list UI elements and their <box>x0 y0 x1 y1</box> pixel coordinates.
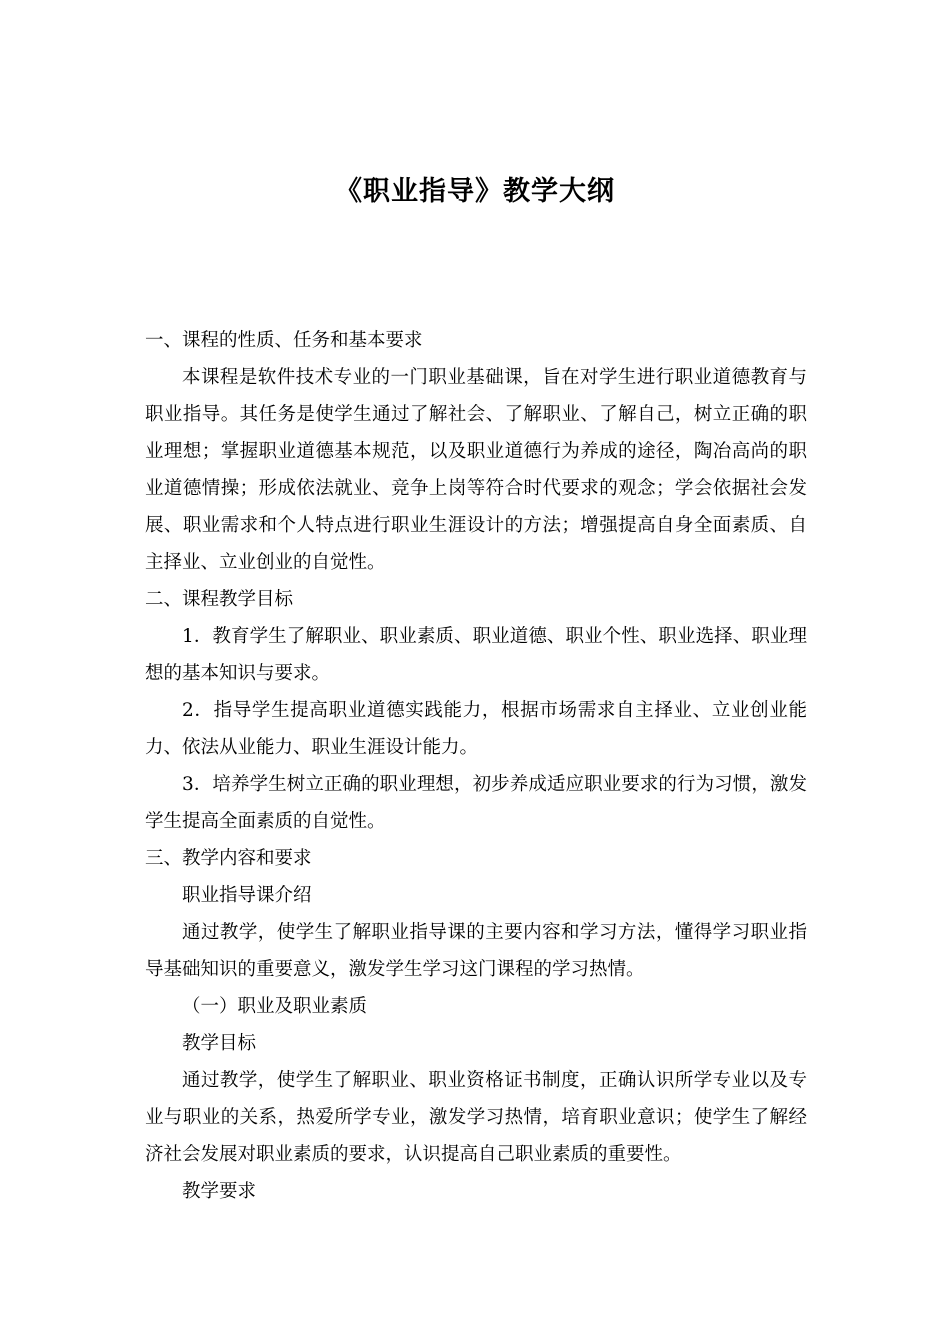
unit-1-heading: （一）职业及职业素质 <box>182 996 368 1017</box>
section-heading-3: 三、教学内容和要求 <box>145 848 312 869</box>
goal-item-1: 1．教育学生了解职业、职业素质、职业道德、职业个性、职业选择、职业理想的基本知识与要求。 <box>145 626 807 684</box>
intro-heading: 职业指导课介绍 <box>182 885 312 906</box>
document-body <box>145 322 807 1210</box>
section-heading-1: 一、课程的性质、任务和基本要求 <box>145 330 423 351</box>
unit-1-goal-heading: 教学目标 <box>182 1033 257 1054</box>
intro-paragraph: 通过教学，使学生了解职业指导课的主要内容和学习方法，懂得学习职业指导基础知识的重要意义，激发学生学习这门课程的学习热情。 <box>145 922 807 980</box>
section-1-paragraph: 本课程是软件技术专业的一门职业基础课，旨在对学生进行职业道德教育与职业指导。其任务是使学生通过了解社会、了解职业、了解自己，树立正确的职业理想；掌握职业道德基本规范，以及职业道德行为养成的途径，陶冶高尚的职业道德情操；形成依法就业、竞争上岗等符合时代要求的观念；学会依据社会发展、职业需求和个人特点进行职业生涯设计的方法；增强提高自身全面素质、自主择业、立业创业的自觉性。 <box>145 367 807 573</box>
unit-1-requirement-heading: 教学要求 <box>182 1181 257 1202</box>
unit-1-goal-paragraph: 通过教学，使学生了解职业、职业资格证书制度，正确认识所学专业以及专业与职业的关系，热爱所学专业，激发学习热情，培育职业意识；使学生了解经济社会发展对职业素质的要求，认识提高自己职业素质的重要性。 <box>145 1070 807 1165</box>
goal-item-2: 2．指导学生提高职业道德实践能力，根据市场需求自主择业、立业创业能力、依法从业能力、职业生涯设计能力。 <box>145 700 807 758</box>
goal-item-3: 3．培养学生树立正确的职业理想，初步养成适应职业要求的行为习惯，激发学生提高全面素质的自觉性。 <box>145 774 807 832</box>
document-title: 《职业指导》教学大纲 <box>335 176 615 207</box>
section-heading-2: 二、课程教学目标 <box>145 589 294 610</box>
